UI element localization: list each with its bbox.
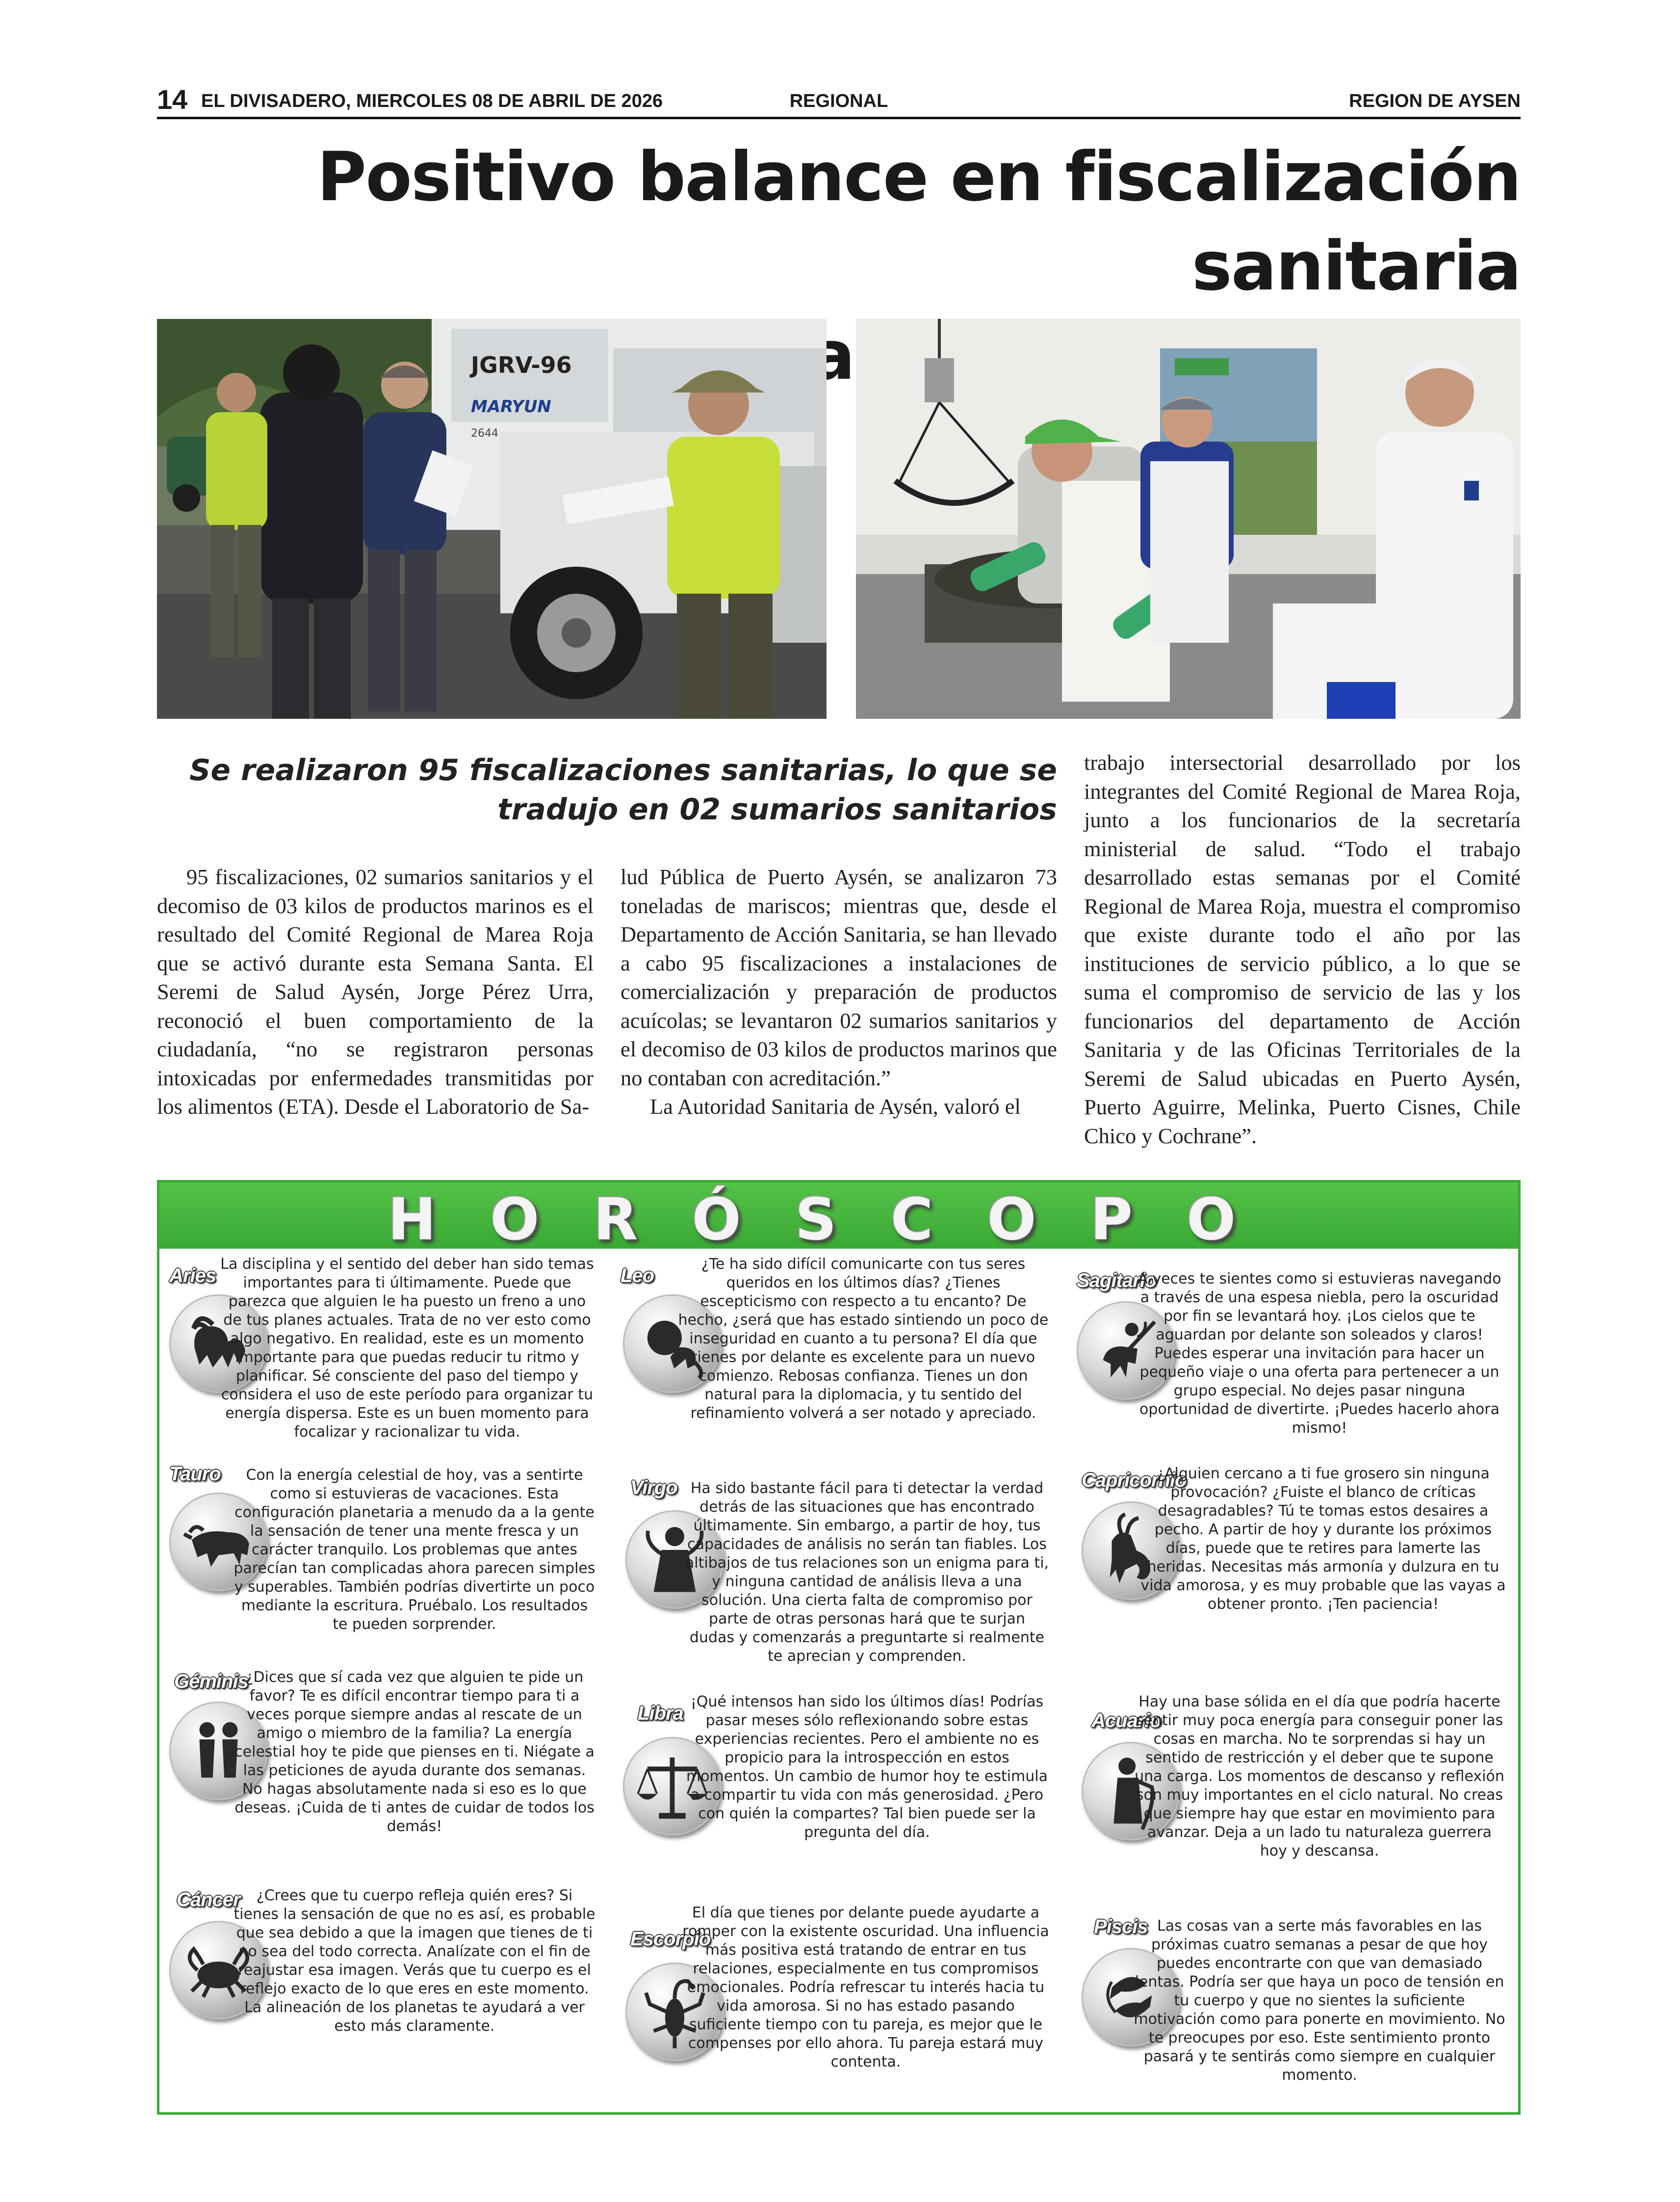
sign-label-escorpio: Escorpio — [630, 1928, 711, 1950]
sign-label-piscis: Piscis — [1094, 1916, 1148, 1938]
running-header — [157, 82, 1521, 119]
horoscope-title: HORÓSCOPO — [388, 1185, 1290, 1253]
article-subtitle: Se realizaron 95 fiscalizaciones sanitarias, lo que se tradujo en 02 sumarios sanitarios — [189, 753, 1057, 827]
article-column-1 — [157, 863, 594, 1121]
headline-line-1: Positivo balance en fiscalización sanitaria — [317, 137, 1521, 306]
truck-brand-text: MARYUN — [471, 397, 551, 417]
sign-text-acuario: Hay una base sólida en el día que podría hacerte sentir muy poca energía para conseguir poner las cosas en marcha. No te sorprendas si hay un sentido de restricción y el deber que te supone una carga. Los momentos de descanso y reflexión son muy importantes en el ciclo natural. No creas que siempre hay que estar en movimiento para avanzar. Deja a un lado tu naturaleza guerrera hoy y descansa. — [1135, 1693, 1504, 1860]
sign-text-piscis: Las cosas van a serte más favorables en las próximas cuatro semanas a pesar de que hoy puedes encontrarte con que van demasiado lentas. Podría ser que haya un poco de tensión en tu cuerpo y que no sientes la suficiente motivación como para ponerte en movimiento. No te preocupes por eso. Este sentimiento pronto pasará y te sentirás como siempre en cualquier momento. — [1134, 1917, 1505, 2084]
horoscope-box — [157, 1180, 1521, 2115]
sign-label-virgo: Virgo — [630, 1477, 677, 1498]
column-3-paragraph: trabajo intersectorial desarrollado por los integrantes del Comité Regional de Marea Roja, junto a los funcionarios de la secretaría ministerial de salud. “Todo el trabajo desarrollado estas semanas por el Comité Regional de Marea Roja, muestra el compromiso que existe durante todo el año por las instituciones de servicio público, a lo que se suma el compromiso de servicio de las y los funcionarios del departamento de Acción Sanitaria y de las Oficinas Territoriales de la Seremi de Salud ubicadas en Puerto Aysén, Puerto Aguirre, Melinka, Puerto Cisnes, Chile Chico y Cochrane”. — [1084, 750, 1521, 1148]
article-column-3 — [1084, 748, 1521, 1150]
photo-market-inspection-image — [856, 319, 1521, 719]
photo-market-inspection — [856, 319, 1521, 719]
column-2-paragraph-2: La Autoridad Sanitaria de Aysén, valoró el — [650, 1094, 1021, 1119]
truck-number-text: 2644 — [471, 427, 498, 440]
sign-text-capricornio: ¿Alguien cercano a ti fue grosero sin ninguna provocación? ¿Fuiste el blanco de críticas desagradables? Tú te tomas estos desaires a pecho. A partir de hoy y durante los próximos días, puede que te retires para lamerte las heridas. Necesitas más armonía y dulzura en tu vida amorosa, y es muy probable que las vayas a obtener pronto. ¡Ten paciencia! — [1140, 1465, 1506, 1613]
column-2-paragraph: lud Pública de Puerto Aysén, se analizaron 73 toneladas de mariscos; mientras que, desde el Departamento de Acción Sanitaria, se han llevado a cabo 95 fiscalizaciones a instalaciones de comercialización y preparación de productos acuícolas; se levantaron 02 sumarios sanitarios y el decomiso de 03 kilos de productos marinos que no contaban con acreditación.” — [620, 865, 1057, 1090]
sign-label-acuario: Acuario — [1091, 1710, 1161, 1731]
sign-text-tauro: Con la energía celestial de hoy, vas a sentirte como si estuvieras de vacaciones. Esta configuración planetaria a menudo da a la gente la sensación de tener una mente fresca y un carácter tranquilo. Los problemas que antes parecían tan complicadas ahora parecen simples y superables. También podrías divertirte un poco mediante la escritura. Pruébalo. Los resultados te pueden sorprender. — [233, 1467, 595, 1633]
sign-text-virgo: Ha sido bastante fácil para ti detectar la verdad detrás de las situaciones que has encontrado últimamente. Sin embargo, a partir de hoy, tus capacidades de análisis no serán tan fiables. Los altibajos de tus relaciones son un enigma para ti, y ninguna cantidad de análisis lleva a una solución. Una cierta falta de compromiso por parte de otras personas hará que te surjan dudas y comenzarás a preguntarte si realmente te aprecian y comprenden. — [685, 1480, 1049, 1665]
sign-text-escorpio: El día que tienes por delante puede ayudarte a romper con la existente oscuridad. Una influencia más positiva está tratando de entrar en tus relaciones, especialmente en tus compromisos emocionales. Podría refrescar tu interés hacia tu vida amorosa. Si no has estado pasando suficiente tiempo con tu pareja, es mejor que le compenses por ello ahora. Tu pareja estará muy contenta. — [682, 1904, 1049, 2071]
column-1-paragraph: 95 fiscalizaciones, 02 sumarios sanitarios y el decomiso de 03 kilos de productos marinos es el resultado del Comité Regional de Marea Roja que se activó durante esta Semana Santa. El Seremi de Salud Aysén, Jorge Pérez Urra, reconoció el buen comportamiento de la ciudadanía, “no se registraron personas intoxicadas por enfermedades transmitidas por los alimentos (ETA). Desde el Laboratorio de Sa- — [157, 865, 594, 1119]
headline-line-2: durante — [682, 316, 978, 395]
sign-label-cancer: Cáncer — [177, 1889, 240, 1911]
sign-text-leo: ¿Te ha sido difícil comunicarte con tus seres queridos en los últimos días? ¿Tienes escepticismo con respecto a tu encanto? De hecho, ¿será que has estado sintiendo un poco de inseguridad en cuanto a tu persona? El día que tienes por delante es excelente para un nuevo comienzo. Rebosas confianza. Tienes un don natural para la diplomacia, y tu sentido del refinamiento volverá a ser notado y apreciado. — [678, 1256, 1049, 1422]
page-number: 14 — [157, 84, 188, 115]
sign-text-libra: ¡Qué intensos han sido los últimos días! Podrías pasar meses sólo reflexionando sobre estas experiencias recientes. Pero el ambiente no es propicio para la introspección en estos momentos. Un cambio de humor hoy te estimula a compartir tu vida con más generosidad. ¿Pero con quién la compartes? Tal bien puede ser la pregunta del día. — [686, 1693, 1048, 1841]
sign-label-sagitario: Sagitario — [1077, 1270, 1157, 1291]
sign-label-aries: Aries — [169, 1265, 216, 1286]
sign-label-leo: Leo — [620, 1265, 654, 1286]
sign-label-capricornio: Capricornio — [1082, 1469, 1187, 1491]
sign-label-libra: Libra — [638, 1703, 683, 1724]
sign-text-cancer: ¿Crees que tu cuerpo refleja quién eres? Si tienes la sensación de que no es así, es probable que sea debido a que la imagen que tienes de ti no sea del todo correcta. Analízate con el fin de reajustar esa imagen. Verás que tu cuerpo es el reflejo exacto de lo que eres en este momento. La alineación de los planetas te ayudará a ver esto más claramente. — [233, 1887, 595, 2035]
sign-text-sagitario: A veces te sientes como si estuvieras navegando a través de una espesa niebla, pero la oscuridad por fin se levantará hoy. ¡Los cielos que te aguardan por delante son soleados y claros! Puedes esperar una invitación para hacer un pequeño viaje o una oferta para pertenecer a un grupo especial. No dejes pasar ninguna oportunidad de divertirte. ¡Puedes hacerlo ahora mismo! — [1137, 1270, 1501, 1437]
section-name: REGIONAL — [789, 91, 888, 111]
newspaper-date: EL DIVISADERO, MIERCOLES 08 DE ABRIL DE 2026 — [201, 91, 663, 111]
photo-truck-inspection — [157, 319, 827, 719]
region-name: REGION DE AYSEN — [1349, 91, 1521, 111]
sign-label-tauro: Tauro — [169, 1463, 221, 1485]
sign-text-geminis: ¿Dices que sí cada vez que alguien te pide un favor? Te es difícil encontrar tiempo para ti a veces porque siempre andas al rescate de un amigo o miembro de la familia? La energía celestial hoy te pide que pienses en ti. Niégate a las peticiones de ayuda durante dos semanas. No hagas absolutamente nada si eso es lo que deseas. ¡Cuida de ti antes de cuidar de todos los demás! — [234, 1669, 594, 1835]
sign-label-geminis: Géminis — [174, 1671, 248, 1692]
article-column-2 — [620, 863, 1057, 1121]
photo-truck-inspection-image — [157, 319, 827, 719]
truck-plate-text: JGRV-96 — [471, 352, 572, 378]
sign-text-aries: La disciplina y el sentido del deber han sido temas importantes para ti últimamente. Puede que parezca que alguien le ha puesto un freno a uno de tus planes actuales. Trata de no ver esto como algo negativo. En realidad, este es un momento importante para que puedas reducir tu ritmo y planificar. Sé consciente del paso del tiempo y considera el uso de este período para organizar tu energía dispersa. Este es un buen momento para focalizar y racionalizar tu vida. — [220, 1256, 594, 1441]
